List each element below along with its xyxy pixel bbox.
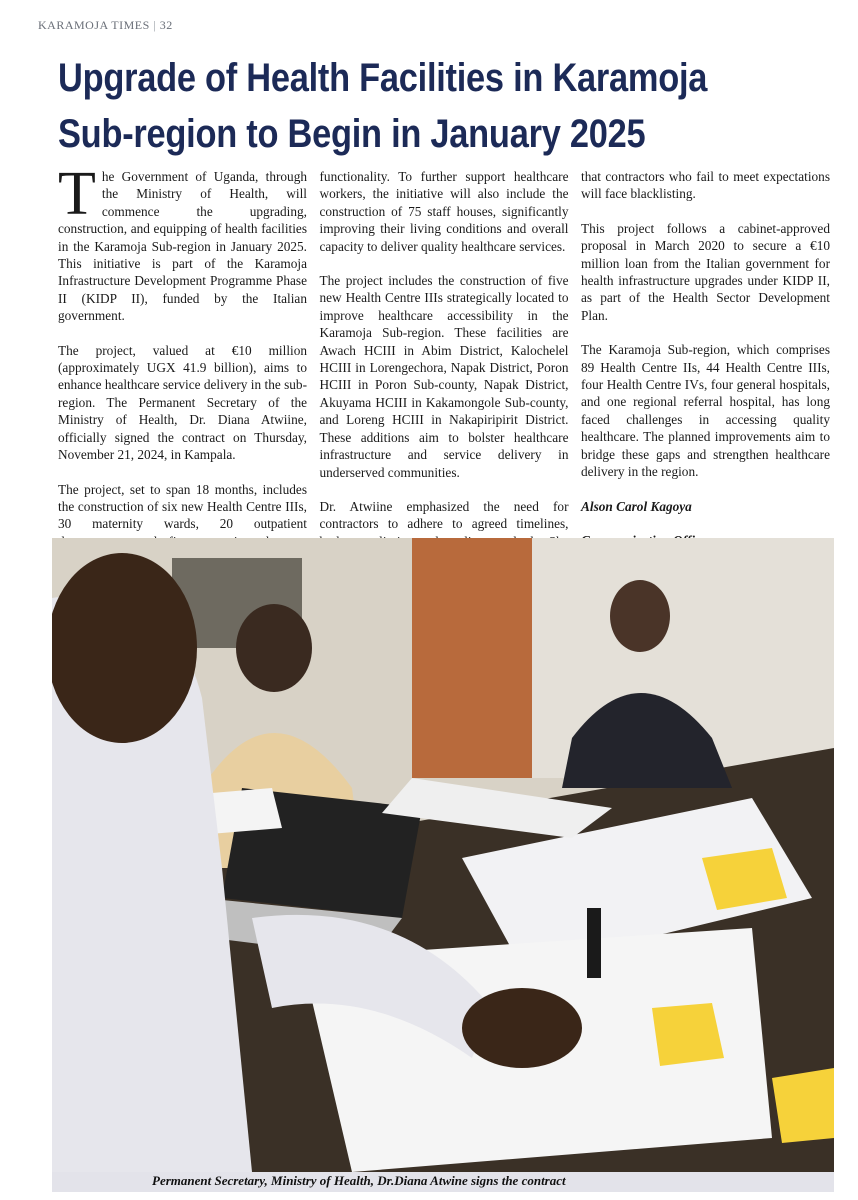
photo-caption: Permanent Secretary, Ministry of Health, Dr.Diana Atwine signs the contract [152,1173,566,1188]
running-header [38,18,173,33]
paragraph: The Government of Uganda, through the Ministry of Health, will commence the upgrading, construction, and equipping of health facilities in the Karamoja Sub-region in January 2025. This initiative is part of the Karamoja Infrastructure Development Programme Phase II (KIDP II), funded by the Italian government. [58,160,307,324]
paragraph: Dr. Atwiine emphasized the need for contractors to adhere to agreed timelines, [319,498,569,532]
publication-name: KARAMOJA TIMES [38,18,150,32]
paragraph: This project follows a cabinet-approved proposal in March 2020 to secure a €10 million loan from the Italian government for health infrastructure upgrades under KIDP II, as part of the Health Sector Development Plan. [581,220,830,323]
paragraph: that contractors who fail to meet expectations will face blacklisting. [581,169,830,202]
drop-cap: T [58,160,96,228]
page-number: 32 [159,18,173,32]
paragraph: The project, set to span 18 months, includes the construction of six new Health Centre IIIs, 30 maternity wards, 20 outpatient [58,481,307,532]
paragraph: functionality. To further support healthcare workers, the initiative will also include the construction of 75 staff houses, significantly improving their living conditions and overall capacity to deliver quality healthcare services. [319,169,569,254]
header-separator: | [153,18,157,32]
article-body [58,160,830,550]
column-1 [58,160,307,550]
paragraph: The Karamoja Sub-region, which comprises 89 Health Centre IIs, 44 Health Centre IIIs, four Health Centre IVs, four general hospitals, and one regional referral hospital, has long faced challenges in accessing quality healthcare. The planned improvements aim to bridge these gaps and strengthen healthcare delivery in the region. [581,342,830,480]
meeting-photo [52,538,834,1172]
photo-illustration [52,538,834,1172]
author-name: Alson Carol Kagoya [581,498,692,514]
article-title: Upgrade of Health Facilities in Karamoja Sub-region to Begin in January 2025 [58,56,708,156]
paragraph: The project, valued at €10 million (approximately UGX 41.9 billion), aims to enhance healthcare service delivery in the sub-region. The Permanent Secretary of the Ministry of Health, Dr. Diana Atwiine, officially signed the contract on Thursday, November 21, 2024, in Kampala. [58,342,307,463]
column-3 [581,168,830,550]
paragraph: The project includes the construction of five new Health Centre IIIs strategically located to improve healthcare accessibility in the Karamoja Sub-region. These facilities are Awach HCIII in Abim District, Kalochelel HCIII in Lorengechora, Napak District, Poron HCIII in Poron Sub-county, Napak District, Akuyama HCIII in Kakamongole Sub-county, and Loreng HCIII in Nakapiripirit District. These additions aim to bolster healthcare infrastructure and service delivery in underserved communities. [319,273,569,480]
column-2 [320,168,569,550]
